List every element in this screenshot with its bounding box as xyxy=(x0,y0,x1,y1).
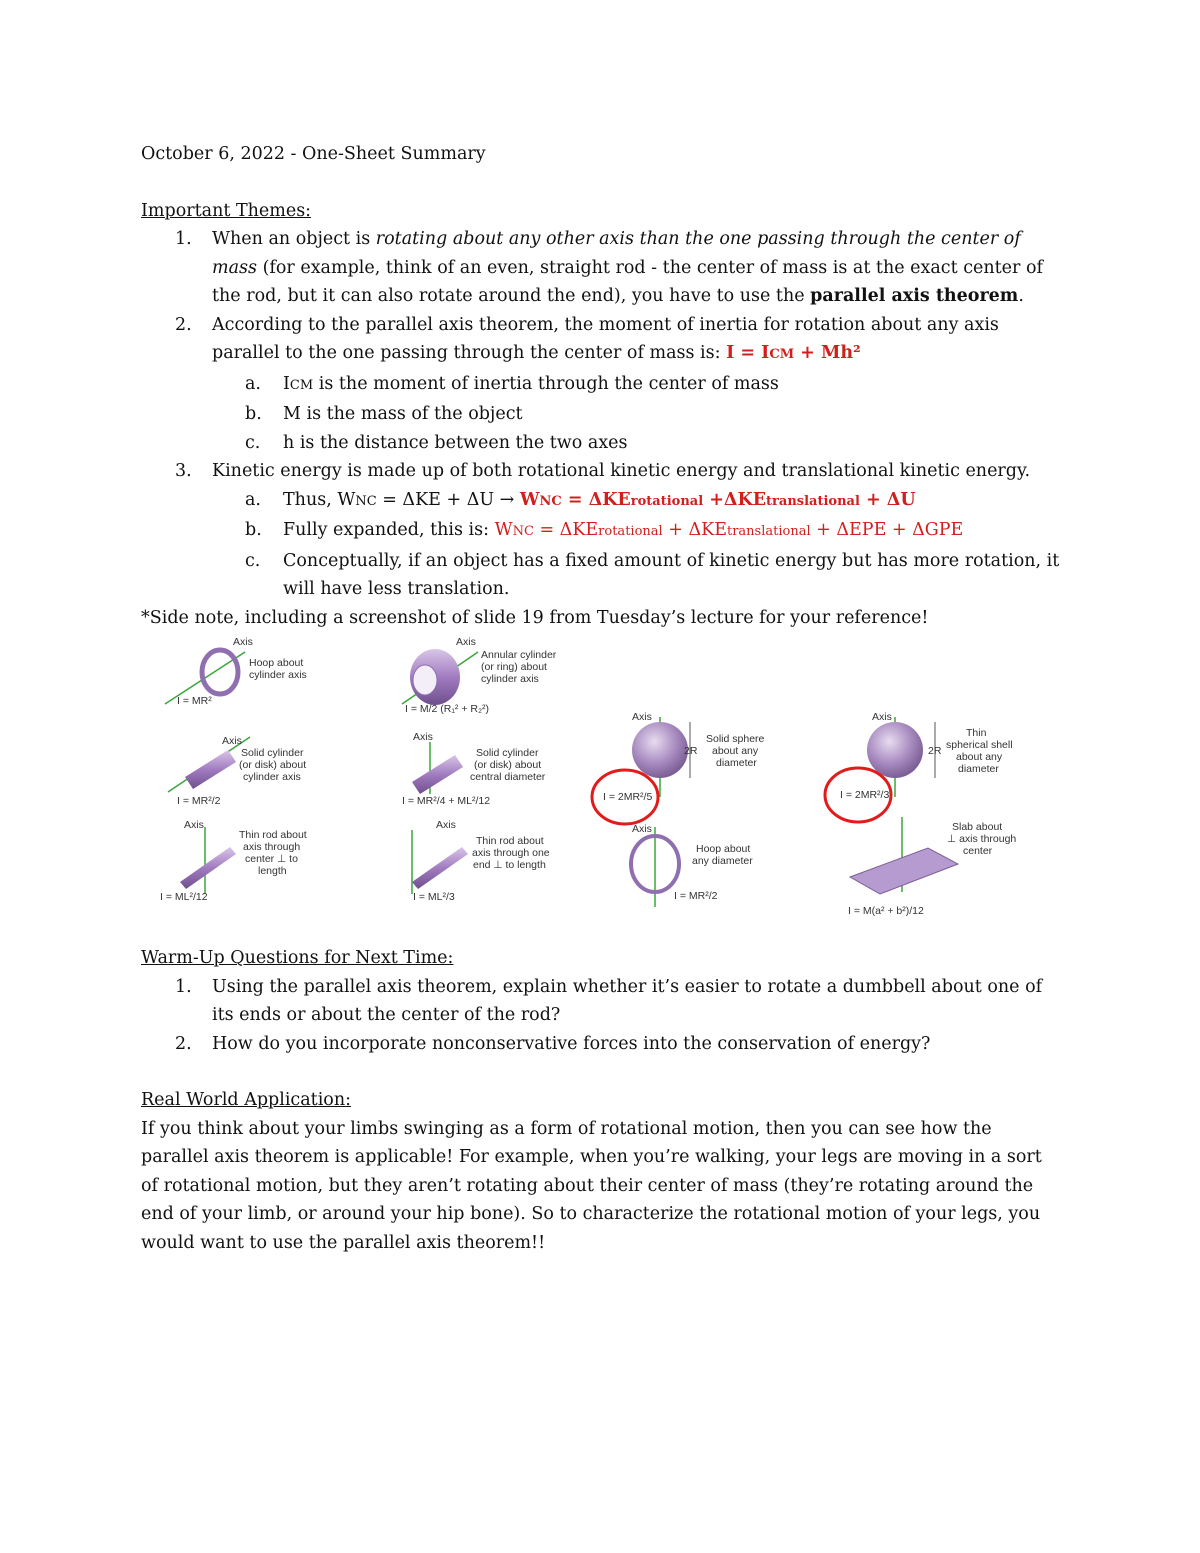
hoop-cyl-formula: I = MR² xyxy=(177,695,212,707)
solid-sphere-diagram xyxy=(592,711,765,824)
svg-text:length: length xyxy=(258,865,287,877)
svg-text:Solid sphere: Solid sphere xyxy=(706,733,765,745)
warmup-heading: Warm-Up Questions for Next Time: xyxy=(141,948,454,968)
svg-text:center: center xyxy=(963,845,993,857)
svg-text:I = M(a² + b²)/12: I = M(a² + b²)/12 xyxy=(848,905,924,917)
hoop-cylinder-axis-diagram xyxy=(165,636,307,707)
theme-2c-letter: c. xyxy=(245,432,261,453)
svg-text:I = MR²/2: I = MR²/2 xyxy=(177,795,221,807)
svg-text:cylinder axis: cylinder axis xyxy=(243,771,301,783)
moment-of-inertia-figure xyxy=(0,632,1017,932)
theme-2a-letter: a. xyxy=(245,373,261,394)
warmup-2-number: 2. xyxy=(175,1033,192,1054)
parallel-axis-formula: I = ICM + Mh² xyxy=(726,343,861,363)
theme-2-number: 2. xyxy=(175,314,192,335)
spherical-shell-diagram xyxy=(825,711,1013,822)
theme-3a: a. Thus, WNC = ΔKE + ΔU → WNC = ΔKErotational +ΔKEtranslational + ΔU xyxy=(141,486,1061,517)
svg-text:Slab about: Slab about xyxy=(952,821,1003,833)
svg-text:spherical shell: spherical shell xyxy=(946,739,1013,751)
theme-2b: b. M is the mass of the object xyxy=(141,400,1061,429)
svg-text:about any: about any xyxy=(956,751,1003,763)
svg-text:about any: about any xyxy=(712,745,759,757)
svg-text:(or disk) about: (or disk) about xyxy=(474,759,542,771)
svg-text:diameter: diameter xyxy=(958,763,999,775)
energy-formula: WNC = ΔKErotational +ΔKEtranslational + ΔU xyxy=(519,489,916,510)
svg-text:Axis: Axis xyxy=(413,731,433,743)
svg-text:I = ML²/3: I = ML²/3 xyxy=(413,891,455,903)
svg-text:Axis: Axis xyxy=(632,711,652,723)
hoop-cyl-label-1: Hoop about xyxy=(249,657,304,669)
axis-label: Axis xyxy=(233,636,253,648)
warmup-1-text: Using the parallel axis theorem, explain whether it’s easier to rotate a dumbbell about one of its ends or about the center of the rod? xyxy=(212,976,1043,1025)
svg-text:any diameter: any diameter xyxy=(692,855,753,867)
warmup-2-text: How do you incorporate nonconservative forces into the conservation of energy? xyxy=(212,1033,931,1054)
svg-text:Axis: Axis xyxy=(184,819,204,831)
theme-2 xyxy=(141,311,1061,370)
svg-text:cylinder axis: cylinder axis xyxy=(481,673,539,685)
svg-text:axis through: axis through xyxy=(243,841,301,853)
theme-3c-letter: c. xyxy=(245,550,261,571)
svg-text:I = 2MR²/5: I = 2MR²/5 xyxy=(603,791,653,803)
svg-text:I = MR²/4 + ML²/12: I = MR²/4 + ML²/12 xyxy=(402,795,491,807)
svg-text:(or disk) about: (or disk) about xyxy=(239,759,307,771)
theme-3-text: Kinetic energy is made up of both rotational kinetic energy and translational kinetic energy. xyxy=(212,461,1031,481)
theme-1-pre: When an object is xyxy=(212,229,376,249)
hoop-cyl-label-2: cylinder axis xyxy=(249,669,307,681)
warmup-question-2 xyxy=(141,1030,1061,1059)
svg-text:I = 2MR²/3: I = 2MR²/3 xyxy=(840,789,890,801)
svg-text:(or ring) about: (or ring) about xyxy=(481,661,547,673)
svg-text:Axis: Axis xyxy=(436,819,456,831)
document-page xyxy=(141,140,1061,1257)
svg-text:Thin: Thin xyxy=(966,727,987,739)
slab-diagram xyxy=(848,817,1016,917)
svg-text:Axis: Axis xyxy=(456,636,476,648)
thin-rod-center-diagram xyxy=(160,819,307,903)
theme-3 xyxy=(141,457,1061,486)
expanded-energy-formula: WNC = ΔKErotational + ΔKEtranslational + ΔEPE + ΔGPE xyxy=(494,520,964,540)
svg-text:diameter: diameter xyxy=(716,757,757,769)
svg-text:Hoop about: Hoop about xyxy=(696,843,751,855)
theme-2c: c. h is the distance between the two axes xyxy=(141,429,1061,458)
annular-cylinder-diagram xyxy=(402,636,557,715)
side-note: *Side note, including a screenshot of slide 19 from Tuesday’s lecture for your reference! xyxy=(141,607,929,628)
solid-cylinder-axis-diagram xyxy=(168,735,306,807)
svg-text:Thin rod about: Thin rod about xyxy=(239,829,307,841)
theme-1-number: 1. xyxy=(175,229,192,249)
application-heading: Real World Application: xyxy=(141,1090,351,1110)
theme-2a: a. ICM is the moment of inertia through the center of mass xyxy=(141,370,1061,401)
theme-2b-letter: b. xyxy=(245,404,262,424)
theme-3b-letter: b. xyxy=(245,520,262,540)
svg-text:central diameter: central diameter xyxy=(470,771,546,783)
theme-3c: c. Conceptually, if an object has a fixed amount of kinetic energy but has more rotation, it will have less translation. xyxy=(141,547,1061,604)
warmup-question-1 xyxy=(141,973,1061,1030)
page-title: October 6, 2022 - One-Sheet Summary xyxy=(141,144,486,164)
svg-text:Thin rod about: Thin rod about xyxy=(476,835,544,847)
warmup-1-number: 1. xyxy=(175,976,192,997)
svg-text:center ⊥ to: center ⊥ to xyxy=(245,853,298,865)
theme-3a-letter: a. xyxy=(245,489,261,510)
svg-text:Axis: Axis xyxy=(872,711,892,723)
hoop-diameter-diagram xyxy=(631,823,753,907)
theme-3b: b. Fully expanded, this is: WNC = ΔKErotational + ΔKEtranslational + ΔEPE + ΔGPE xyxy=(141,516,1061,547)
svg-text:end ⊥ to length: end ⊥ to length xyxy=(473,859,546,871)
svg-text:I = M/2 (R₁² + R₂²): I = M/2 (R₁² + R₂²) xyxy=(405,703,490,715)
theme-1 xyxy=(141,225,1061,311)
svg-text:2R: 2R xyxy=(928,745,942,757)
themes-heading: Important Themes: xyxy=(141,200,312,221)
svg-text:⊥ axis through: ⊥ axis through xyxy=(947,833,1017,845)
svg-text:I = ML²/12: I = ML²/12 xyxy=(160,891,208,903)
application-text: If you think about your limbs swinging as a form of rotational motion, then you can see how the parallel axis theorem is applicable! For example, when you’re walking, your legs are moving in a sort of rotational motion, but they aren’t rotating about their center of mass (they’re rotating around the end of your limb, or around your hip bone). So to characterize the rotational motion of your legs, you would want to use the parallel axis theorem!! xyxy=(141,1118,1042,1253)
theme-3-number: 3. xyxy=(175,461,192,481)
svg-text:Axis: Axis xyxy=(632,823,652,835)
solid-cylinder-diameter-diagram xyxy=(402,731,546,807)
theme-1-end: . xyxy=(1018,286,1024,306)
svg-text:Axis: Axis xyxy=(222,735,242,747)
svg-text:2R: 2R xyxy=(684,745,698,757)
theme-1-bold: parallel axis theorem xyxy=(810,286,1019,306)
thin-rod-end-diagram xyxy=(412,819,550,903)
svg-text:Solid cylinder: Solid cylinder xyxy=(476,747,539,759)
theme-1-italic: rotating about any other axis than the one passing through the center of mass xyxy=(212,229,1021,278)
theme-1-mid: (for example, think of an even, straight rod - the center of mass is at the exact center of the rod, but it can also rotate around the end), you have to use the xyxy=(212,257,1043,306)
svg-text:axis through one: axis through one xyxy=(472,847,550,859)
svg-text:Annular cylinder: Annular cylinder xyxy=(481,649,557,661)
theme-2-text: According to the parallel axis theorem, the moment of inertia for rotation about any axis parallel to the one passing through the center of mass is: xyxy=(212,314,999,363)
svg-text:I = MR²/2: I = MR²/2 xyxy=(674,890,718,902)
svg-text:Solid cylinder: Solid cylinder xyxy=(241,747,304,759)
